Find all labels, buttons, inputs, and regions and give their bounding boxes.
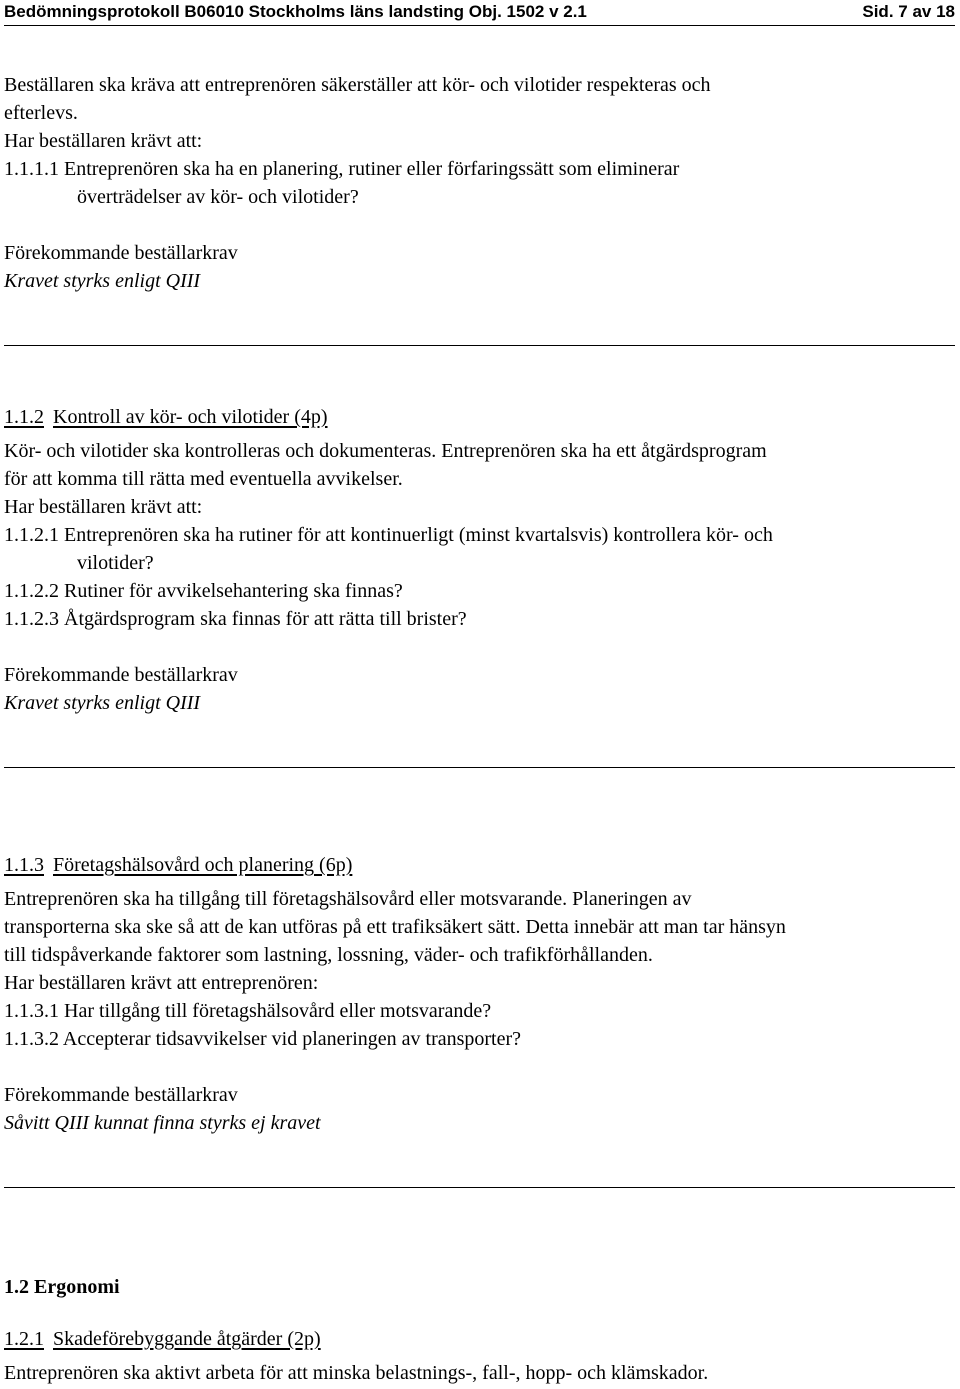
question-intro: Har beställaren krävt att entreprenören: bbox=[4, 972, 319, 994]
question-1-1-2-1: 1.1.2.1 Entreprenören ska ha rutiner för att kontinuerligt (minst kvartalsvis) kontrollera kör- och bbox=[4, 524, 773, 546]
requirement-value: Kravet styrks enligt QIII bbox=[4, 692, 201, 714]
section-number: 1.2.1 bbox=[4, 1328, 44, 1350]
requirement-label: Förekommande beställarkrav bbox=[4, 1084, 238, 1106]
body-line-2: transporterna ska ske så att de kan utföras på ett trafiksäkert sätt. Detta innebär att man tar hänsyn bbox=[4, 916, 786, 938]
section-heading-1-2: 1.2 Ergonomi bbox=[4, 1276, 120, 1298]
section-heading-1-2-1 bbox=[4, 1327, 321, 1351]
intro-line-2: efterlevs. bbox=[4, 102, 78, 124]
question-1-1-1-1-cont: överträdelser av kör- och vilotider? bbox=[77, 186, 359, 208]
section-title: Kontroll av kör- och vilotider (4p) bbox=[53, 406, 328, 428]
requirement-label: Förekommande beställarkrav bbox=[4, 242, 238, 264]
question-1-1-1-1 bbox=[4, 157, 679, 181]
page-number: Sid. 7 av 18 bbox=[862, 2, 955, 21]
requirement-value: Kravet styrks enligt QIII bbox=[4, 270, 201, 292]
question-1-1-2-1-cont: vilotider? bbox=[77, 552, 154, 574]
body-line-3: till tidspåverkande faktorer som lastning, lossning, väder- och trafikförhållanden. bbox=[4, 944, 653, 966]
section-separator bbox=[4, 345, 955, 346]
question-1-1-2-3: 1.1.2.3 Åtgärdsprogram ska finnas för att rätta till brister? bbox=[4, 608, 467, 630]
body-line-2: för att komma till rätta med eventuella avvikelser. bbox=[4, 468, 403, 490]
body-line-1: Kör- och vilotider ska kontrolleras och dokumenteras. Entreprenören ska ha ett åtgärdsprogram bbox=[4, 440, 767, 462]
section-number: 1.1.3 bbox=[4, 854, 44, 876]
header-title: Bedömningsprotokoll B06010 Stockholms läns landsting Obj. 1502 v 2.1 bbox=[4, 2, 587, 21]
question-text: Entreprenören ska ha en planering, rutiner eller förfaringssätt som eliminerar bbox=[64, 158, 680, 180]
section-separator bbox=[4, 767, 955, 768]
question-1-1-3-2: 1.1.3.2 Accepterar tidsavvikelser vid planeringen av transporter? bbox=[4, 1028, 522, 1050]
requirement-value: Såvitt QIII kunnat finna styrks ej kravet bbox=[4, 1112, 321, 1134]
header-rule bbox=[4, 25, 955, 26]
section-title: Företagshälsovård och planering (6p) bbox=[53, 854, 353, 876]
requirement-label: Förekommande beställarkrav bbox=[4, 664, 238, 686]
section-number: 1.1.2 bbox=[4, 406, 44, 428]
question-number: 1.1.1.1 bbox=[4, 158, 59, 180]
section-heading-1-1-2 bbox=[4, 405, 328, 429]
section-title: Skadeförebyggande åtgärder (2p) bbox=[53, 1328, 321, 1350]
question-intro: Har beställaren krävt att: bbox=[4, 496, 203, 518]
question-1-1-3-1: 1.1.3.1 Har tillgång till företagshälsovård eller motsvarande? bbox=[4, 1000, 492, 1022]
page-header bbox=[4, 0, 955, 28]
section-separator bbox=[4, 1187, 955, 1188]
body-line-1: Entreprenören ska aktivt arbeta för att minska belastnings-, fall-, hopp- och klämskador. bbox=[4, 1362, 709, 1384]
question-1-1-2-2: 1.1.2.2 Rutiner för avvikelsehantering ska finnas? bbox=[4, 580, 403, 602]
body-line-1: Entreprenören ska ha tillgång till företagshälsovård eller motsvarande. Planeringen av bbox=[4, 888, 692, 910]
intro-line-1: Beställaren ska kräva att entreprenören säkerställer att kör- och vilotider respekteras och bbox=[4, 74, 711, 96]
section-heading-1-1-3 bbox=[4, 853, 352, 877]
question-intro: Har beställaren krävt att: bbox=[4, 130, 203, 152]
